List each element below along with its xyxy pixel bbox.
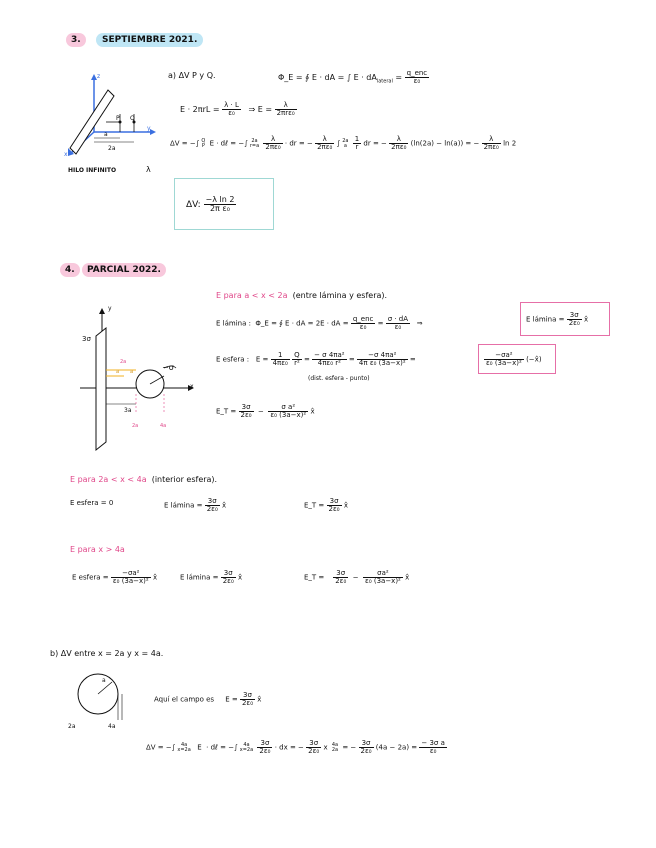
lamina-field-equation: E lámina : Φ_E = ∮ E · dA = 2E · dA = $\frac{\text{q\_enc}}{\text{ε₀}}$ = $\frac{\sigma \cdot dA}{\text{ε₀}}$ ⇒ <box>216 315 423 331</box>
lambda-label: λ <box>146 165 151 174</box>
diag-2a-pink: 2a <box>120 359 127 365</box>
sphere-result: $\frac{\text{−σa²}}{\text{ε₀ (3a−x)²}}$ (−x̂) <box>486 351 542 367</box>
case-2-heading: E para 2a < x < 4a (interior esfera). <box>70 475 218 484</box>
case-3-total: E_T = $\frac{3\sigma}{\text{2ε₀}}$ − $\frac{\text{σa²}}{\text{ε₀ (3a−x)²}}$ x̂ <box>304 569 410 585</box>
case-2-total: E_T = $\frac{3\sigma}{\text{2ε₀}}$ x̂ <box>304 497 348 513</box>
part-b-label: b) ΔV entre x = 2a y x = 4a. <box>50 649 164 658</box>
case-1-heading: E para a < x < 2a (entre lámina y esfera). <box>216 291 388 300</box>
dv-equation: ΔV = −∫ Q P E · dℓ = −∫ 2a r=a $\frac{\lambda}{\text{2πε₀}}$ · dr = − $\frac{\lambda}{\text{2πε₀}}$ ∫ 2a a $\frac{1}{r}$ dr = − $\frac{\lambda}{\text{2πε₀}}$ (ln(2a) − ln(a)) = − $\frac{\lambda}{\text{2πε₀}}$ ln 2 <box>170 135 517 151</box>
case-3-lamina: E lámina = $\frac{3\sigma}{\text{2ε₀}}$ x̂ <box>180 569 243 585</box>
diag-2a-label: 2a <box>108 145 116 152</box>
case-3-heading: E para x > 4a <box>70 545 125 554</box>
diag-2a-label: 2a <box>132 423 139 429</box>
section-3-number: 3. <box>66 36 86 45</box>
diag-msigma-label: −σ <box>162 363 174 372</box>
diag-3sigma-label: 3σ <box>82 335 91 343</box>
diag-a-label: a <box>104 131 108 138</box>
part-a-label: a) ΔV P y Q. <box>168 71 216 80</box>
result-3: ΔV: $\frac{\text{−λ ln 2}}{\text{2π ε₀}}$ <box>186 195 235 213</box>
section-4-title: PARCIAL 2022. <box>82 266 166 275</box>
sphere-distance-note: (dist. esfera - punto) <box>308 375 370 382</box>
diag-3a-label: 3a <box>124 407 132 414</box>
diag-a-label: a <box>102 677 106 684</box>
diag-a-pink: a <box>130 369 134 375</box>
field-equation: E · 2πrL = $\frac{\lambda \cdot L}{\text{ε₀}}$ ⇒ E = $\frac{\lambda}{\text{2πrε₀}}$ <box>180 101 295 117</box>
section-4-number: 4. <box>60 266 80 275</box>
diag-p-label: P <box>116 115 120 122</box>
diag-x-label: x <box>64 151 68 158</box>
section-3-title: SEPTIEMBRE 2021. <box>96 36 203 45</box>
diag-y-label: y <box>108 305 112 312</box>
diag-q-label: Q <box>130 115 135 122</box>
diag-4a-label: 4a <box>108 723 116 730</box>
flux-equation: Φ_E = ∮ E · dA = ∫ $E \cdot dA_{lateral}$ = $\frac{\text{q\_enc}}{\text{ε₀}}$ <box>278 69 428 85</box>
total-field-case-1: E_T = $\frac{3\sigma}{\text{2ε₀}}$ − $\frac{\text{σ a²}}{\text{ε₀ (3a−x)²}}$ x̂ <box>216 403 315 419</box>
case-2-fields: E esfera = 0 <box>70 499 114 507</box>
diag-4a-label: 4a <box>160 423 167 429</box>
case-2-lamina: E lámina = $\frac{3\sigma}{\text{2ε₀}}$ x̂ <box>164 497 227 513</box>
hilo-infinito-label: HILO INFINITO <box>68 167 117 174</box>
diag-z-label: z <box>97 73 101 80</box>
diag-2a-label: 2a <box>68 723 76 730</box>
case-3-sphere: E esfera = $\frac{\text{−σa²}}{\text{ε₀ (3a−x)²}}$ x̂ <box>72 569 158 585</box>
field-statement: Aquí el campo es E = $\frac{3\sigma}{\text{2ε₀}}$ x̂ <box>154 691 262 707</box>
diag-y-label: y <box>147 125 151 132</box>
diag-x-label: x <box>190 383 194 390</box>
diag-a-label: a <box>116 369 120 375</box>
lamina-result: E lámina = $\frac{3\sigma}{\text{2ε₀}}$ x̂ <box>526 311 589 327</box>
dv-equation-b: ΔV = −∫ 4a x=2a E · dℓ = −∫ 4a x=2a $\frac{3\sigma}{\text{2ε₀}}$ · dx = − $\frac{3\sigma}{\text{2ε₀}}$ x 4a 2a = − $\frac{3\sigma}{\text{2ε₀}}$ (4a − 2a) = $\frac{\text{− 3σ a}}{\text{ε₀}}$ <box>146 739 445 755</box>
sphere-field-equation: E esfera : E = $\frac{1}{\text{4πε₀}}$ $\frac{Q}{\text{r²}}$ = $\frac{\text{− σ 4πa²}}{\text{4πε₀ r²}}$ = $\frac{\text{−σ 4πa²}}{\text{4π ε₀ (3a−x)²}}$ = <box>216 351 416 367</box>
